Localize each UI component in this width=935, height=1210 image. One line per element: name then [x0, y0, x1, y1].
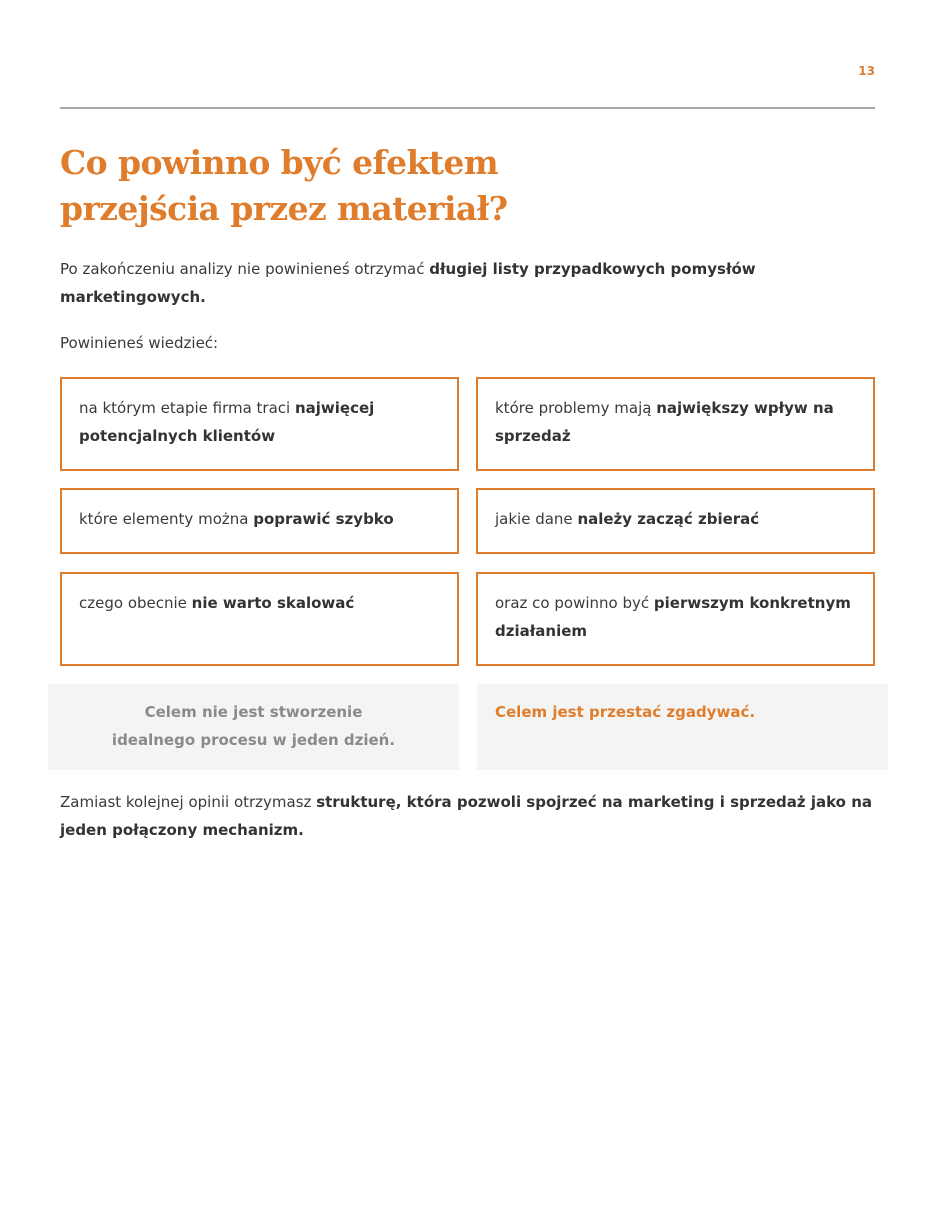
goal-note-line-1: Celem nie jest stworzenie: [144, 703, 363, 721]
outcome-card-first-action: [476, 572, 875, 666]
outcome-card-weakest-stage: [60, 377, 459, 471]
card-emphasis: najwięcej potencjalnych klientów: [79, 399, 375, 445]
intro-text: Po zakończeniu analizy nie powinieneś otrzymać: [60, 260, 430, 278]
card-emphasis: poprawić szybko: [253, 510, 394, 528]
intro-paragraph: [60, 255, 850, 311]
goal-note-not: [48, 684, 459, 770]
goal-note-line-2: idealnego procesu w jeden dzień.: [111, 731, 396, 749]
outro-paragraph: [60, 788, 880, 844]
title-line-2: przejścia przez materiał?: [60, 189, 508, 228]
intro-emphasis: długiej listy przypadkowych pomysłów marketingowych.: [60, 260, 756, 306]
title-line-1: Co powinno być efektem: [60, 143, 499, 182]
outcome-card-biggest-impact: [476, 377, 875, 471]
outro-emphasis: strukturę, która pozwoli spojrzeć na marketing i sprzedaż jako na jeden połączony mechanizm.: [60, 793, 873, 839]
page-number: 13: [858, 64, 875, 78]
goal-note-is: [477, 684, 888, 770]
card-emphasis: największy wpływ na sprzedaż: [495, 399, 834, 445]
lead-text: Powinieneś wiedzieć:: [60, 334, 219, 352]
outro-text: Zamiast kolejnej opinii otrzymasz: [60, 793, 317, 811]
card-text: czego obecnie: [79, 594, 192, 612]
card-emphasis: należy zacząć zbierać: [577, 510, 760, 528]
goal-note-text: Celem jest przestać zgadywać.: [495, 703, 756, 721]
outcome-card-do-not-scale: [60, 572, 459, 666]
card-text: które elementy można: [79, 510, 254, 528]
outcome-card-data-collection: [476, 488, 875, 554]
outcome-card-quick-fixes: [60, 488, 459, 554]
page-title: [60, 140, 700, 232]
card-text: które problemy mają: [495, 399, 657, 417]
card-text: na którym etapie firma traci: [79, 399, 295, 417]
card-emphasis: nie warto skalować: [191, 594, 355, 612]
header-divider: [60, 107, 875, 109]
card-text: jakie dane: [495, 510, 578, 528]
card-emphasis: pierwszym konkretnym działaniem: [495, 594, 851, 640]
card-text: oraz co powinno być: [495, 594, 654, 612]
